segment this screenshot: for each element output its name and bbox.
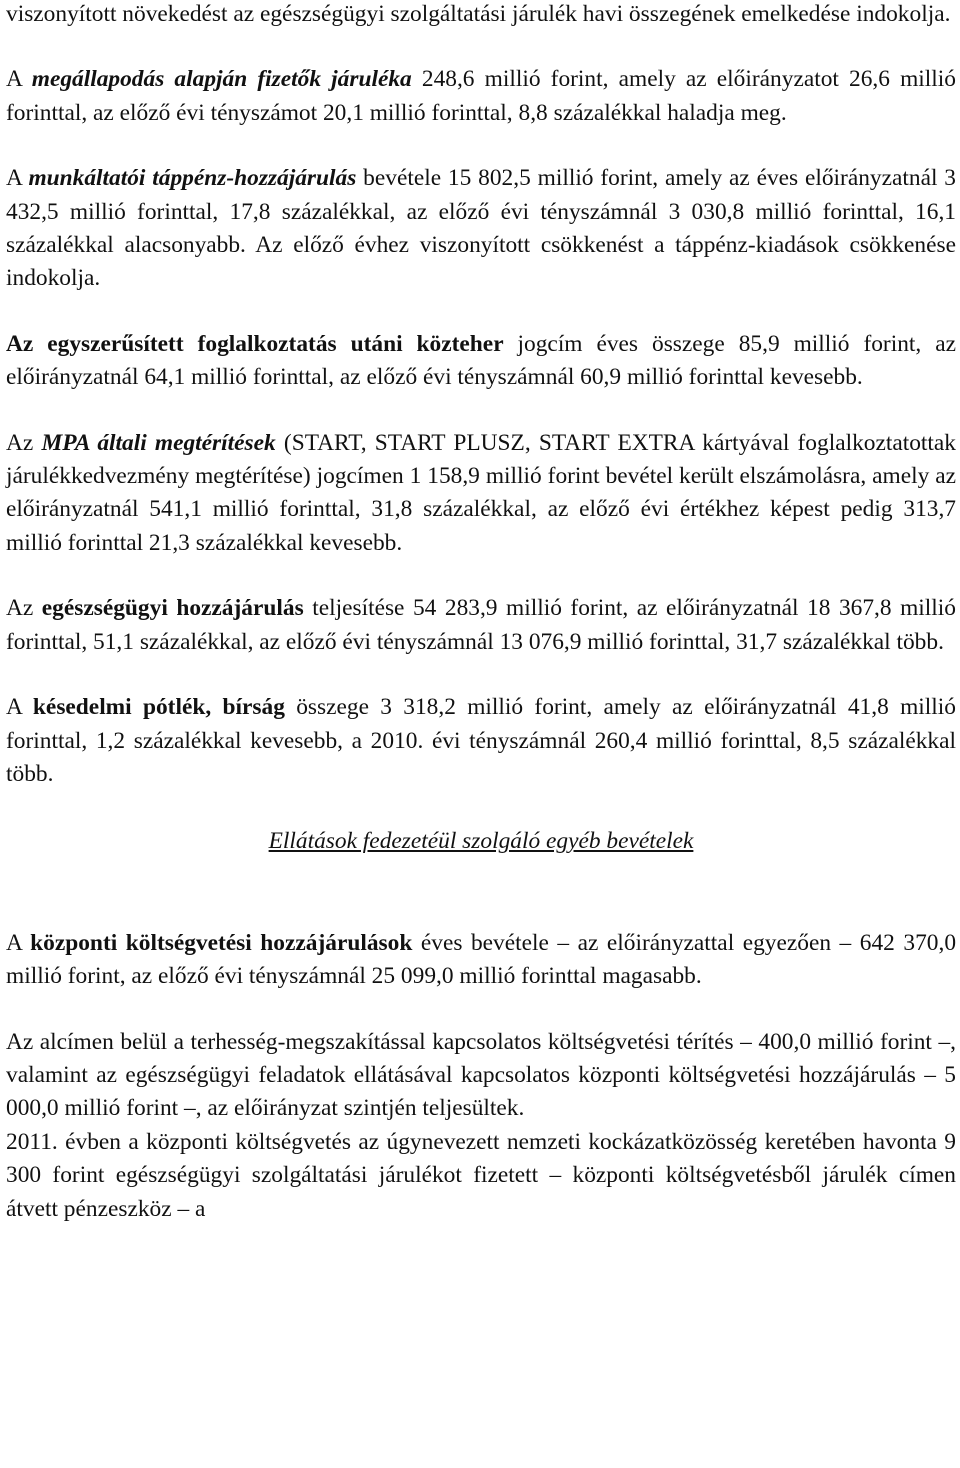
paragraph-0-text: viszonyított növekedést az egészségügyi szolgáltatási járulék havi összegének emelkedése indokolja.: [6, 1, 951, 27]
paragraph-3-post: jogcím éves összege 85,9 millió forint, az előirányzatnál 64,1 millió forinttal, az előző évi tényszámnál 60,9 millió forinttal kevesebb.: [6, 330, 956, 391]
paragraph-6-emphasis: késedelmi pótlék, bírság: [32, 694, 285, 721]
paragraph-8: [6, 1026, 956, 1126]
paragraph-1: [6, 63, 956, 130]
paragraph-2-pre: A: [6, 165, 29, 192]
paragraph-8-text: Az alcímen belül a terhesség-megszakítással kapcsolatos költségvetési térítés – 400,0 millió forint –, valamint az egészségügyi feladatok ellátásával kapcsolatos központi költségvetési hozzájárulás – 5 000,0 millió forint –, az előirányzat szintjén teljesültek.: [6, 1028, 956, 1122]
document-page: [6, 0, 956, 1226]
paragraph-3: [6, 328, 956, 395]
paragraph-3-emphasis: Az egyszerűsített foglalkoztatás utáni közteher: [6, 330, 504, 357]
paragraph-7-post: éves bevétele – az előirányzattal egyezően – 642 370,0 millió forint, az előző évi tényszámnál 25 099,0 millió forinttal magasabb.: [6, 929, 957, 990]
paragraph-7-emphasis: központi költségvetési hozzájárulások: [30, 929, 413, 956]
paragraph-1-emphasis: megállapodás alapján fizetők járuléka: [31, 66, 412, 93]
paragraph-7: [6, 927, 956, 994]
paragraph-9-text: 2011. évben a központi költségvetés az úgynevezett nemzeti kockázatközösség keretében havonta 9 300 forint egészségügyi szolgáltatási járulékot fizetett – központi költségvetésből járulék címen átvett pénzeszköz – a: [6, 1128, 956, 1222]
paragraph-6-post: összege 3 318,2 millió forint, amely az előirányzatnál 41,8 millió forinttal, 1,2 százalékkal kevesebb, a 2010. évi tényszámnál 260,4 millió forinttal, 8,5 százalékkal több.: [6, 694, 956, 787]
paragraph-2-emphasis: munkáltatói táppénz-hozzájárulás: [28, 165, 357, 192]
paragraph-4-emphasis: MPA általi megtérítések: [41, 429, 276, 456]
paragraph-6: [6, 691, 956, 791]
paragraph-0: [6, 0, 956, 31]
paragraph-9: [6, 1126, 956, 1226]
paragraph-1-post: 248,6 millió forint, amely az előirányzatot 26,6 millió forinttal, az előző évi tényszámot 20,1 millió forinttal, 8,8 százalékkal haladja meg.: [6, 66, 956, 126]
paragraph-1-pre: A: [6, 66, 32, 93]
paragraph-5: [6, 592, 956, 659]
section-heading: Ellátások fedezetéül szolgáló egyéb bevételek: [268, 828, 694, 855]
paragraph-5-emphasis: egészségügyi hozzájárulás: [41, 595, 304, 622]
paragraph-2: [6, 162, 956, 296]
paragraph-5-pre: Az: [6, 595, 42, 622]
paragraph-4-post: (START, START PLUSZ, START EXTRA kártyával foglalkoztatottak járulékkedvezmény megtérítése) jogcímen 1 158,9 millió forint bevétel került elszámolásra, amely az előirányzatnál 541,1 millió forinttal, 31,8 százalékkal, az előző évi értékhez képest pedig 313,7 millió forinttal 21,3 százalékkal kevesebb.: [6, 429, 957, 556]
paragraph-2-post: bevétele 15 802,5 millió forint, amely az éves előirányzatnál 3 432,5 millió forinttal, 17,8 százalékkal, az előző évi tényszámnál 3 030,8 millió forinttal, 16,1 százalékkal alacsonyabb. Az előző évhez viszonyított csökkenést a táppénz-kiadások csökkenése indokolja.: [6, 165, 956, 292]
paragraph-4-pre: Az: [6, 429, 42, 456]
paragraph-6-pre: A: [6, 694, 33, 721]
paragraph-5-post: teljesítése 54 283,9 millió forint, az előirányzatnál 18 367,8 millió forinttal, 51,1 százalékkal, az előző évi tényszámnál 13 076,9 millió forinttal, 31,7 százalékkal több.: [6, 595, 956, 655]
paragraph-7-pre: A: [6, 929, 31, 956]
paragraph-4: [6, 427, 956, 561]
